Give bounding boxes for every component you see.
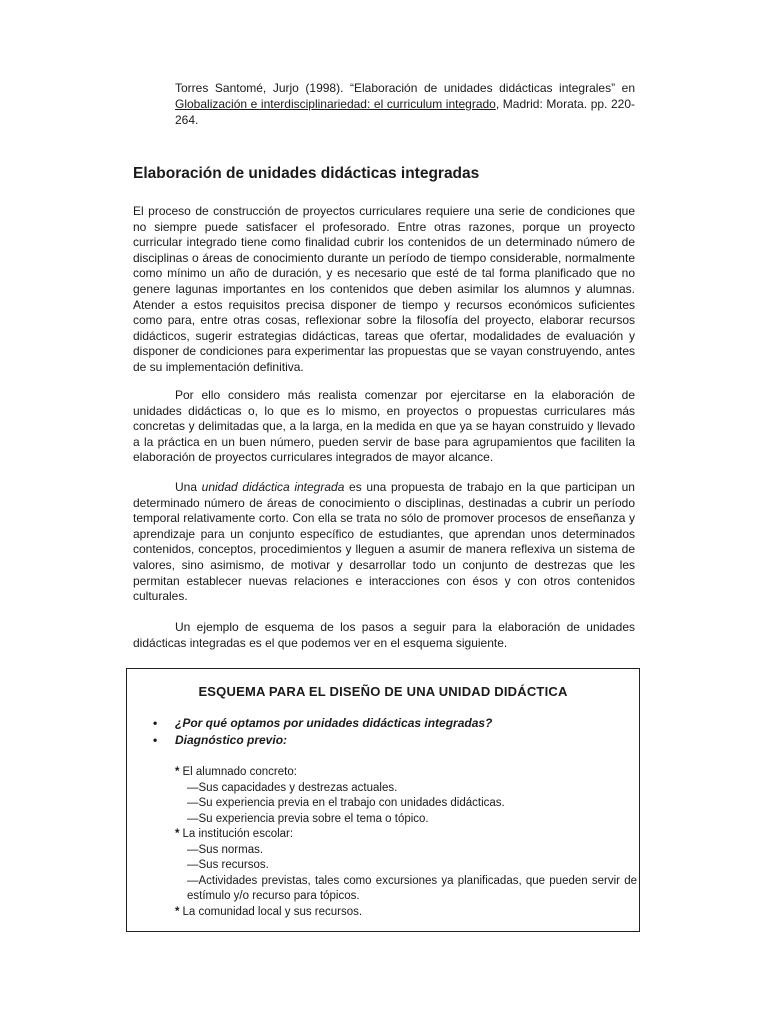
scheme-subitem: —Sus normas. [187,843,264,856]
reference-authors: Torres Santomé, Jurjo (1998). [175,81,344,95]
star-marker: * [175,766,180,778]
paragraph-3-start: Una [175,480,202,494]
paragraph-3 [133,480,635,605]
section-heading: Elaboración de unidades didácticas integradas [133,165,480,182]
paragraph-3-rest: es una propuesta de trabajo en la que participan un determinado número de áreas de conocimiento o disciplinas, destinadas a cubrir un período temporal relativamente corto. Con ella se trata no sólo de promover procesos de enseñanza y aprendizaje para un conjunto específico de estudiantes, que aprendan unos determinados contenidos, conceptos, procedimientos y lleguen a asumir de manera reflexiva un sistema de valores, sino asimismo, de motivar y desarrollar todo un conjunto de destrezas que les permitan establecer nuevas relaciones e interacciones con ésos y con otros contenidos culturales. [133,480,635,604]
star-marker: * [175,828,180,840]
scheme-subitem: —Sus recursos. [187,859,269,871]
scheme-bullet-item [149,715,629,732]
scheme-item-comunidad [175,905,637,921]
scheme-subitem: —Sus capacidades y destrezas actuales. [187,781,398,794]
paragraph-3-term: unidad didáctica integrada [201,480,345,494]
scheme-item-text: La institución escolar: [182,828,294,840]
scheme-bullet-list [149,715,629,749]
paragraph-1: El proceso de construcción de proyectos curriculares requiere una serie de condiciones que no siempre puede satisfacer el profesorado. Entre otras razones, porque un proyecto curricular integrado tiene como finalidad cubrir los contenidos de un determinado número de disciplinas o áreas de conocimiento durante un período de tiempo considerable, normalmente como mínimo un año de duración, y es necesario que esté de tal forma planificado que no genere lagunas importantes en los contenidos que deben asimilar los alumnos y alumnas. Atender a estos requisitos precisa disponer de tiempo y recursos económicos suficientes como para, entre otras cosas, reflexionar sobre la filosofía del proyecto, elaborar recursos didácticos, sugerir estrategias didácticas, tareas que ofertar, modalidades de evaluación y disponer de condiciones para experimentar las propuestas que se vayan construyendo, antes de su implementación definitiva. [133,204,635,374]
scheme-subitem: —Su experiencia previa en el trabajo con unidades didácticas. [187,797,505,809]
scheme-item-text: El alumnado concreto: [182,766,297,778]
scheme-subitem: —Su experiencia previa sobre el tema o tópico. [187,812,429,825]
scheme-bullet-item [149,732,629,749]
scheme-item-institucion [175,827,637,843]
paragraph-4: Un ejemplo de esquema de los pasos a seguir para la elaboración de unidades didácticas integradas es el que podemos ver en el esquema siguiente. [133,620,635,650]
scheme-bullet-text: Diagnóstico previo: [175,733,288,747]
reference-chapter: “Elaboración de unidades didácticas integrales” en [350,81,635,95]
scheme-item-alumnado [175,765,637,781]
bullet-marker: • [153,733,158,747]
scheme-subitem: —Actividades previstas, tales como excursiones ya planificadas, que pueden servir de estímulo y/o recurso para tópicos. [187,874,637,902]
scheme-detail [175,765,637,920]
reference-publisher: , Madrid: Morata. pp. 220-264. [175,97,636,127]
bibliographic-reference [175,80,635,128]
bullet-marker: • [153,716,158,730]
reference-book-title: Globalización e interdisciplinariedad: el curriculum integrado [175,97,496,111]
scheme-bullet-text: ¿Por qué optamos por unidades didácticas integradas? [175,716,493,730]
paragraph-2: Por ello considero más realista comenzar por ejercitarse en la elaboración de unidades didácticas o, lo que es lo mismo, en proyectos o propuestas curriculares más concretas y delimitadas que, a la larga, en la medida en que ya se hayan construido y llevado a la práctica en un buen número, pueden servir de base para agrupamientos que faciliten la elaboración de proyectos curriculares integrados de mayor alcance. [133,388,635,465]
scheme-box [126,668,640,932]
scheme-title: ESQUEMA PARA EL DISEÑO DE UNA UNIDAD DIDÁCTICA [198,684,568,699]
scheme-item-text: La comunidad local y sus recursos. [182,905,363,918]
star-marker: * [175,905,180,918]
